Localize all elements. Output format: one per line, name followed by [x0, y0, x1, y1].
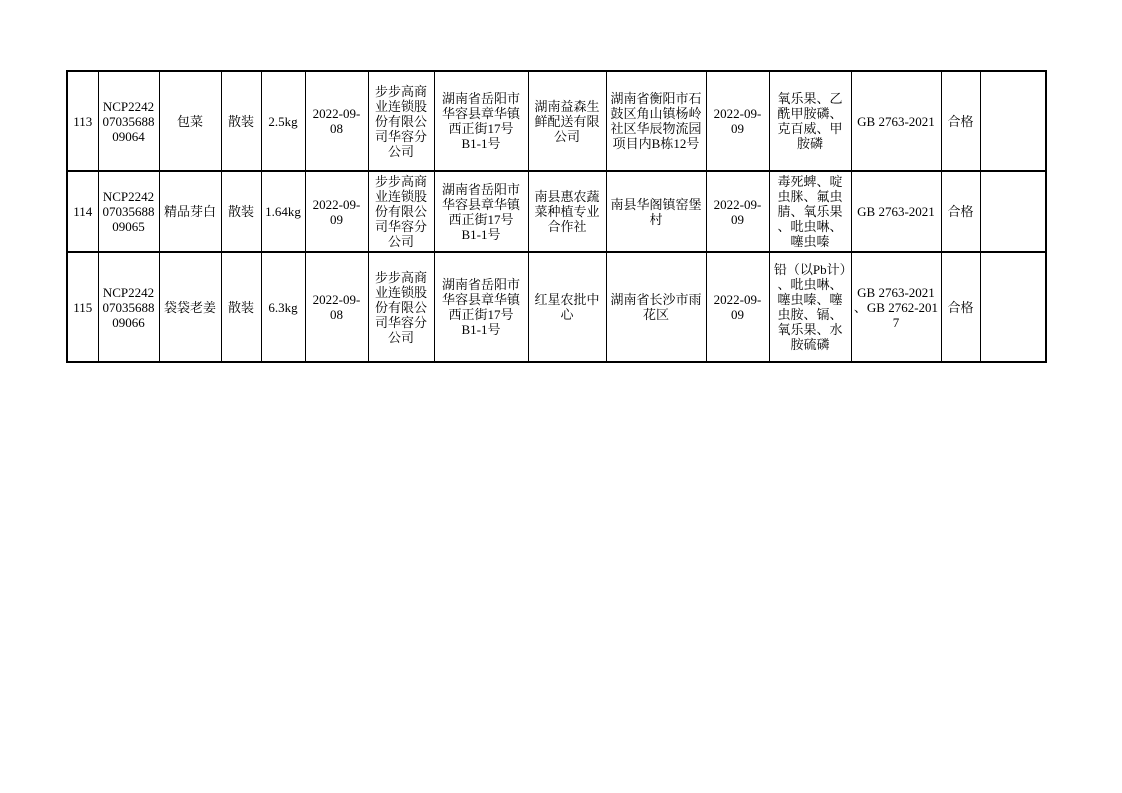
cell-test-items: 氧乐果、乙酰甲胺磷、克百威、甲胺磷	[769, 71, 851, 171]
cell-sample-code: NCP22420703568809065	[98, 171, 159, 252]
cell-remark	[980, 171, 1046, 252]
cell-producer: 湖南益森生鲜配送有限公司	[528, 71, 606, 171]
table-row	[67, 71, 1046, 171]
cell-standard: GB 2763-2021	[851, 171, 941, 252]
cell-result: 合格	[941, 252, 980, 362]
cell-standard: GB 2763-2021	[851, 71, 941, 171]
cell-producer-address: 湖南省衡阳市石鼓区角山镇杨岭社区华辰物流园项目内B栋12号	[606, 71, 706, 171]
cell-product-name: 精品芽白	[159, 171, 221, 252]
cell-sampling-date: 2022-09-09	[706, 252, 769, 362]
cell-sampling-date: 2022-09-09	[706, 171, 769, 252]
table-row	[67, 171, 1046, 252]
cell-remark	[980, 71, 1046, 171]
cell-producer-address: 南县华阁镇窑堡村	[606, 171, 706, 252]
cell-sampled-unit-address: 湖南省岳阳市华容县章华镇西正街17号B1-1号	[434, 252, 528, 362]
cell-production-date: 2022-09-09	[305, 171, 368, 252]
cell-sampled-unit: 步步高商业连锁股份有限公司华容分公司	[368, 252, 434, 362]
cell-sample-code: NCP22420703568809066	[98, 252, 159, 362]
cell-producer: 红星农批中心	[528, 252, 606, 362]
cell-sampled-unit-address: 湖南省岳阳市华容县章华镇西正街17号B1-1号	[434, 71, 528, 171]
cell-sampled-unit: 步步高商业连锁股份有限公司华容分公司	[368, 71, 434, 171]
cell-test-items: 铅（以Pb计）、吡虫啉、噻虫嗪、噻虫胺、镉、氧乐果、水胺硫磷	[769, 252, 851, 362]
cell-producer-address: 湖南省长沙市雨花区	[606, 252, 706, 362]
cell-result: 合格	[941, 171, 980, 252]
cell-serial-number: 115	[67, 252, 98, 362]
cell-weight: 1.64kg	[261, 171, 305, 252]
cell-result: 合格	[941, 71, 980, 171]
cell-sampling-date: 2022-09-09	[706, 71, 769, 171]
table-row	[67, 252, 1046, 362]
cell-standard: GB 2763-2021、GB 2762-2017	[851, 252, 941, 362]
cell-packaging: 散装	[221, 71, 261, 171]
cell-sampled-unit-address: 湖南省岳阳市华容县章华镇西正街17号B1-1号	[434, 171, 528, 252]
cell-packaging: 散装	[221, 171, 261, 252]
cell-packaging: 散装	[221, 252, 261, 362]
cell-weight: 6.3kg	[261, 252, 305, 362]
cell-serial-number: 114	[67, 171, 98, 252]
cell-production-date: 2022-09-08	[305, 252, 368, 362]
cell-serial-number: 113	[67, 71, 98, 171]
cell-test-items: 毒死蜱、啶虫脒、氟虫腈、氧乐果、吡虫啉、噻虫嗪	[769, 171, 851, 252]
cell-producer: 南县惠农蔬菜种植专业合作社	[528, 171, 606, 252]
cell-product-name: 袋袋老姜	[159, 252, 221, 362]
cell-remark	[980, 252, 1046, 362]
cell-sampled-unit: 步步高商业连锁股份有限公司华容分公司	[368, 171, 434, 252]
cell-weight: 2.5kg	[261, 71, 305, 171]
cell-product-name: 包菜	[159, 71, 221, 171]
inspection-results-table	[66, 70, 1047, 363]
cell-production-date: 2022-09-08	[305, 71, 368, 171]
cell-sample-code: NCP22420703568809064	[98, 71, 159, 171]
